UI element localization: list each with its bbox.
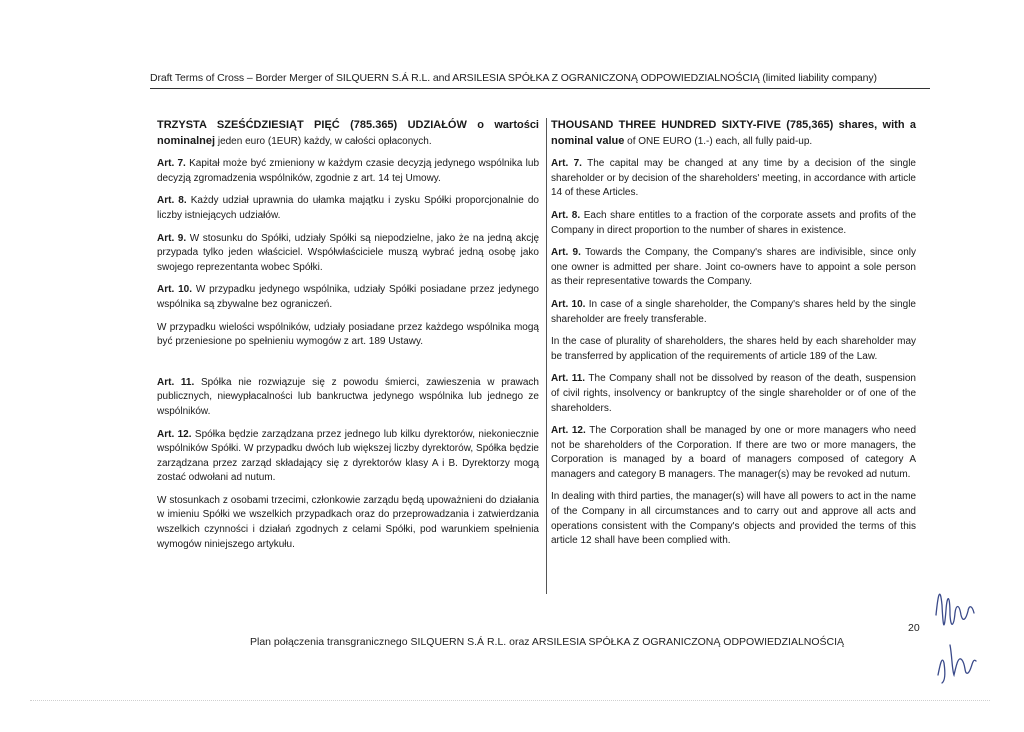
polish-column <box>157 118 539 560</box>
left-art12-text: Spółka będzie zarządzana przez jednego lub kilku dyrektorów, niekoniecznie wspólników Spółki. W przypadku dwóch lub większej liczby dyrektorów, Spółka będzie zarządzana przez zarząd składający się z dyrektorów klasy A i B. Dyrektorzy mogą zostać odwołani ad nutum. <box>157 428 539 484</box>
left-art9 <box>157 232 539 276</box>
left-spacer <box>157 358 539 376</box>
left-art7 <box>157 157 539 186</box>
left-art9-text: W stosunku do Spółki, udziały Spółki są niepodzielne, jako że na jedną akcję przypada tylko jeden właściciel. Współwłaściciele muszą wybrać jedną osobę jako swojego reprezentanta wobec Spółki. <box>157 232 540 273</box>
left-art11-label: Art. 11. <box>157 376 195 388</box>
left-art10 <box>157 283 539 312</box>
left-art10-text: W przypadku jedynego wspólnika, udziały Spółki posiadane przez jedynego wspólnika są zbywalne bez ograniczeń. <box>157 284 539 310</box>
left-art12 <box>157 428 539 486</box>
left-art8-text: Każdy udział uprawnia do ułamka majątku i zysku Spółki proporcjonalnie do liczby istniejących udziałów. <box>157 195 539 221</box>
left-art11 <box>157 376 539 420</box>
right-art12-label: Art. 12. <box>551 425 586 437</box>
left-art10-label: Art. 10. <box>157 284 192 296</box>
column-divider <box>546 118 547 594</box>
right-art10-text: In case of a single shareholder, the Company's shares held by the single shareholder are freely transferable. <box>551 298 916 325</box>
left-art7-text: Kapitał może być zmieniony w każdym czasie decyzją jedynego wspólnika lub decyzją zgromadzenia wspólników, zgodnie z art. 14 tej Umowy. <box>157 158 540 184</box>
page-footer: Plan połączenia transgranicznego SILQUERN S.Á R.L. oraz ARSILESIA SPÓŁKA Z OGRANICZONĄ ODPOWIEDZIALNOŚCIĄ <box>250 636 845 648</box>
right-art11-label: Art. 11. <box>551 373 586 385</box>
right-art10 <box>551 298 916 327</box>
scan-artifact-dots <box>30 700 990 703</box>
header-rule <box>150 88 930 89</box>
right-art12-p2: In dealing with third parties, the manager(s) will have all powers to act in the name of the Company in all circumstances and to carry out and approve all acts and operations consistent with the Company's objects and provided the terms of this article 12 shall have been complied with. <box>551 491 916 547</box>
right-art9-text: Towards the Company, the Company's shares are indivisible, since only one owner is admitted per share. Joint co-owners have to appoint a sole person as their representative towards the Company. <box>551 247 916 288</box>
handwritten-signature <box>928 575 998 695</box>
left-art10-p2: W przypadku wielości wspólników, udziały posiadane przez każdego wspólnika mogą być przeniesione po spełnieniu wymogów z art. 189 Ustawy. <box>157 321 539 348</box>
right-art11-text: The Company shall not be dissolved by reason of the death, suspension of civil rights, insolvency or bankruptcy of the single shareholder or of one of the shareholders. <box>551 373 916 414</box>
left-art9-label: Art. 9. <box>157 232 187 244</box>
right-art11 <box>551 372 916 416</box>
right-art7-label: Art. 7. <box>551 158 582 170</box>
left-intro <box>157 118 539 149</box>
right-intro-rest: of ONE EURO (1.-) each, all fully paid-up. <box>624 135 813 147</box>
page-header: Draft Terms of Cross – Border Merger of SILQUERN S.Á R.L. and ARSILESIA SPÓŁKA Z OGRANICZONĄ ODPOWIEDZIALNOŚCIĄ (limited liability company) <box>150 72 877 84</box>
right-art10-p2: In the case of plurality of shareholders, the shares held by each shareholder may be transferred by application of the requirements of article 189 of the Law. <box>551 336 916 362</box>
right-intro-bold: THOUSAND THREE HUNDRED SIXTY-FIVE (785,365) shares, with a nominal value <box>551 119 916 147</box>
left-art8 <box>157 194 539 223</box>
right-art8-label: Art. 8. <box>551 209 581 221</box>
right-art12-text: The Corporation shall be managed by one or more managers who need not be shareholders of the Corporation. If there are two or more managers, the Corporation is managed by a board of managers composed of category A managers and category B managers. The manager(s) may be revoked ad nutum. <box>551 425 917 480</box>
left-art12-label: Art. 12. <box>157 428 192 440</box>
right-art12 <box>551 424 916 482</box>
english-column <box>551 118 916 557</box>
right-art8 <box>551 209 916 238</box>
left-art7-label: Art. 7. <box>157 158 186 170</box>
right-intro <box>551 118 916 149</box>
left-intro-rest: jeden euro (1EUR) każdy, w całości opłaconych. <box>215 135 432 147</box>
left-intro-bold: TRZYSTA SZEŚĆDZIESIĄT PIĘĆ (785.365) UDZIAŁÓW o wartości nominalnej <box>157 119 539 147</box>
right-art8-text: Each share entitles to a fraction of the corporate assets and profits of the Company in direct proportion to the number of shares in existence. <box>551 209 916 236</box>
right-art7 <box>551 157 916 201</box>
left-art11-text: Spółka nie rozwiązuje się z powodu śmierci, zawieszenia w prawach publicznych, niewypłacalności lub bankructwa jedynego wspólnika lub jednego ze wspólników. <box>157 376 539 417</box>
right-art9 <box>551 246 916 290</box>
left-art12-p2: W stosunkach z osobami trzecimi, członkowie zarządu będą upoważnieni do działania w imieniu Spółki we wszelkich przypadkach oraz do przeprowadzania i zatwierdzania wszelkich czynności i działań zgodnych z celami Spółki, pod warunkiem spełnienia wymogów niniejszego artykułu. <box>157 494 539 550</box>
right-art10-label: Art. 10. <box>551 298 586 310</box>
right-art9-label: Art. 9. <box>551 247 581 259</box>
left-art8-label: Art. 8. <box>157 195 187 207</box>
page-number: 20 <box>908 622 920 634</box>
right-art7-text: The capital may be changed at any time by a decision of the single shareholder or by decision of the shareholders' meeting, in accordance with article 14 of these Articles. <box>551 158 916 199</box>
